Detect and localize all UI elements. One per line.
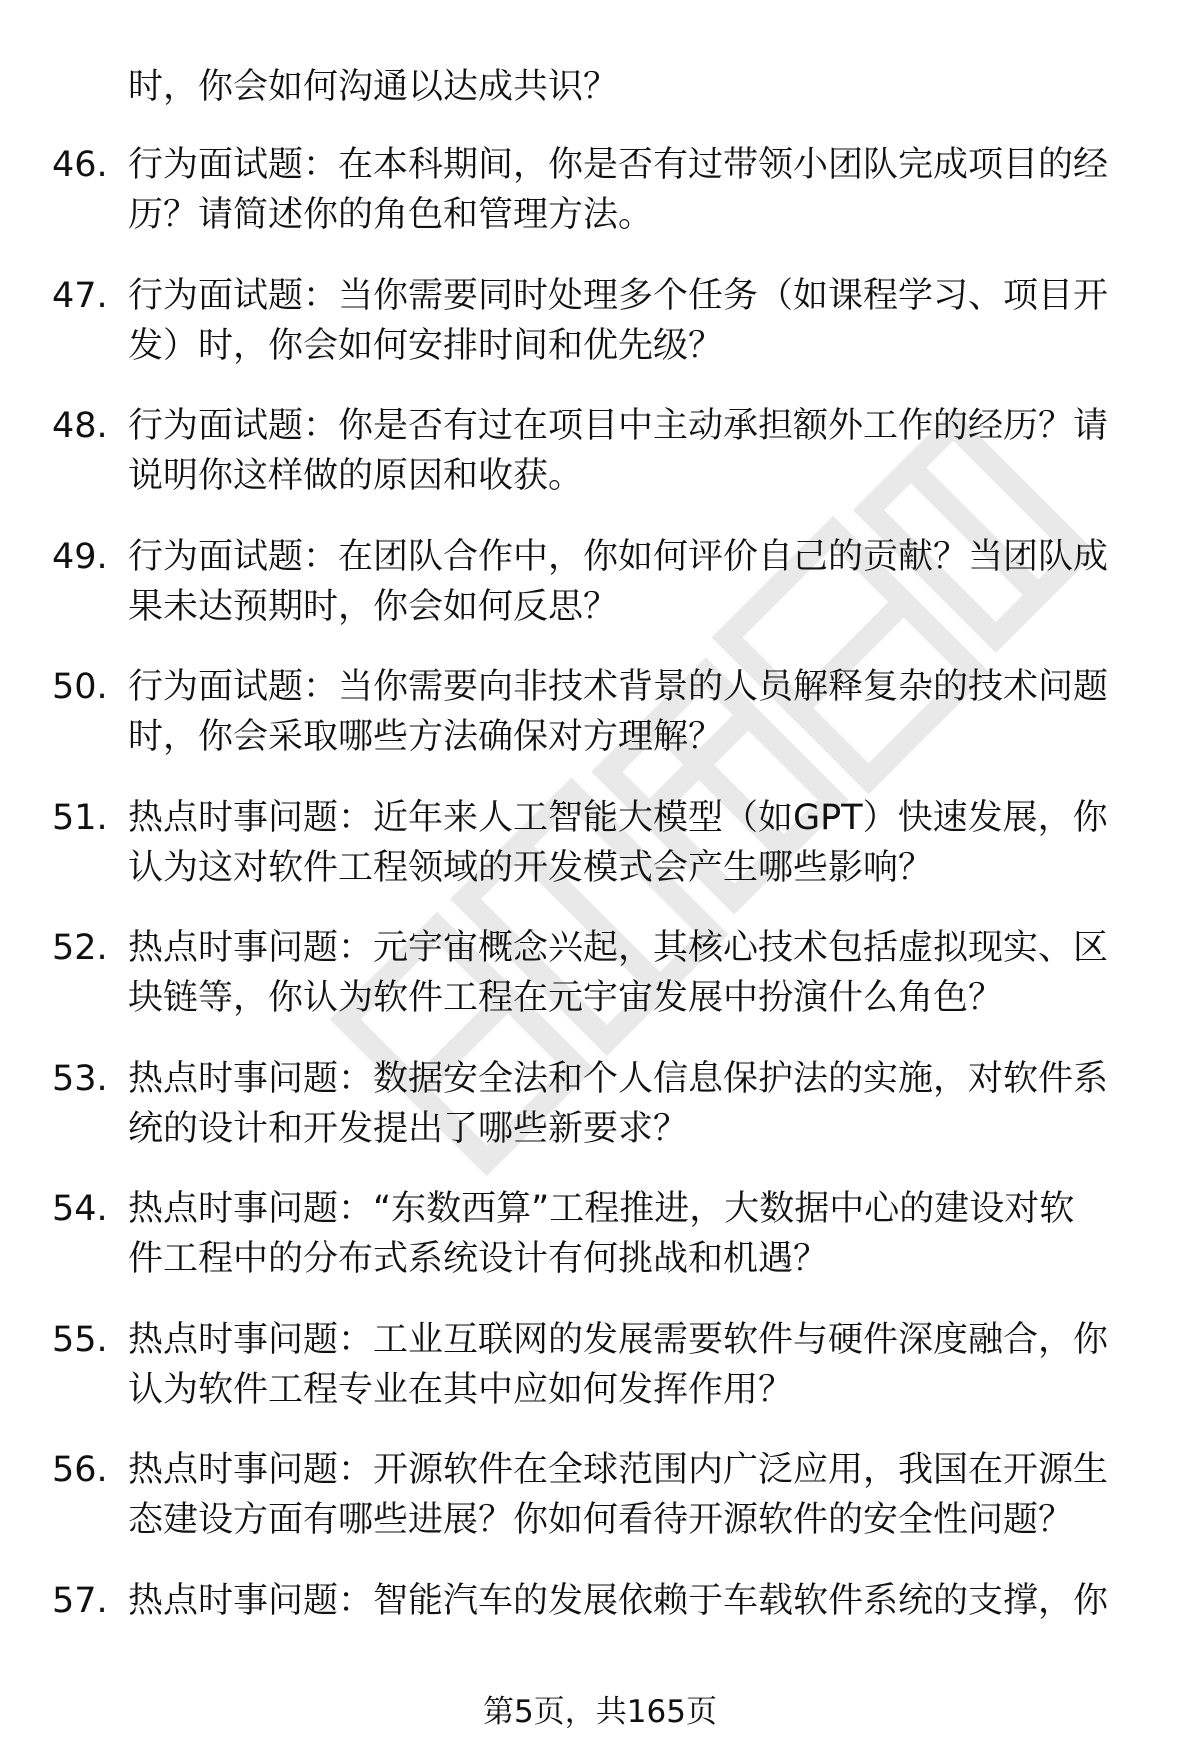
question-number: 56. xyxy=(52,1450,108,1490)
question-text-line: 热点时事问题：开源软件在全球范围内广泛应用，我国在开源生 xyxy=(128,1450,1109,1490)
question-text-line: 热点时事问题：近年来人工智能大模型（如GPT）快速发展，你 xyxy=(128,797,1108,838)
question-text-line: 行为面试题：当你需要同时处理多个任务（如课程学习、项目开 xyxy=(128,275,1109,316)
question-text-line: 发）时，你会如何安排时间和优先级？ xyxy=(128,325,724,366)
question-number: 57. xyxy=(52,1580,108,1621)
question-number: 54. xyxy=(52,1189,108,1229)
question-text-line: 历？请简述你的角色和管理方法。 xyxy=(128,195,654,235)
question-item-46 xyxy=(0,140,1200,271)
question-item-55 xyxy=(0,1315,1200,1446)
question-number: 53. xyxy=(52,1058,108,1099)
question-number: 47. xyxy=(52,275,108,316)
question-text-line: 态建设方面有哪些进展？你如何看待开源软件的安全性问题？ xyxy=(128,1500,1074,1540)
question-text-line: 块链等，你认为软件工程在元宇宙发展中扮演什么角色？ xyxy=(128,978,1004,1018)
page-number-footer: 第5页，共165页 xyxy=(483,1694,717,1730)
question-number: 48. xyxy=(52,406,108,446)
question-text-line: 热点时事问题：工业互联网的发展需要软件与硬件深度融合，你 xyxy=(128,1319,1109,1360)
question-list xyxy=(0,140,1200,1706)
question-text-line: 热点时事问题：元宇宙概念兴起，其核心技术包括虚拟现实、区 xyxy=(128,928,1109,968)
question-text-line: 行为面试题：当你需要向非技术背景的人员解释复杂的技术问题 xyxy=(128,667,1109,707)
question-text-line: 说明你这样做的原因和收获。 xyxy=(128,456,584,496)
question-item-48 xyxy=(0,401,1200,532)
question-item-49 xyxy=(0,532,1200,663)
question-item-52 xyxy=(0,923,1200,1054)
question-text-line: 热点时事问题：智能汽车的发展依赖于车载软件系统的支撑，你 xyxy=(128,1580,1109,1621)
question-text-line: 件工程中的分布式系统设计有何挑战和机遇？ xyxy=(128,1239,829,1279)
question-text-line: 认为软件工程专业在其中应如何发挥作用？ xyxy=(128,1369,794,1410)
question-text-line: 热点时事问题：“东数西算”工程推进，大数据中心的建设对软 xyxy=(128,1189,1075,1229)
question-number: 49. xyxy=(52,536,108,577)
question-number: 52. xyxy=(52,928,108,968)
question-text-line: 行为面试题：你是否有过在项目中主动承担额外工作的经历？请 xyxy=(128,406,1109,446)
question-number: 46. xyxy=(52,145,108,185)
question-number: 51. xyxy=(52,797,108,838)
continued-question-text: 时，你会如何沟通以达成共识？ xyxy=(128,67,619,107)
question-item-57 xyxy=(0,1576,1200,1707)
question-item-53 xyxy=(0,1054,1200,1185)
question-text-line: 热点时事问题：数据安全法和个人信息保护法的实施，对软件系 xyxy=(128,1058,1109,1099)
question-item-47 xyxy=(0,271,1200,402)
question-number: 55. xyxy=(52,1319,108,1360)
question-text-line: 认为这对软件工程领域的开发模式会产生哪些影响？ xyxy=(128,847,934,888)
question-text-line: 行为面试题：在本科期间，你是否有过带领小团队完成项目的经 xyxy=(128,145,1109,185)
question-text-line: 时，你会采取哪些方法确保对方理解？ xyxy=(128,717,724,757)
question-text-line: 果未达预期时，你会如何反思？ xyxy=(128,586,619,627)
question-item-51 xyxy=(0,793,1200,924)
question-number: 50. xyxy=(52,667,108,707)
question-item-50 xyxy=(0,662,1200,793)
question-text-line: 统的设计和开发提出了哪些新要求？ xyxy=(128,1108,689,1149)
question-item-54 xyxy=(0,1184,1200,1315)
question-item-56 xyxy=(0,1445,1200,1576)
question-text-line: 行为面试题：在团队合作中，你如何评价自己的贡献？当团队成 xyxy=(128,536,1109,577)
